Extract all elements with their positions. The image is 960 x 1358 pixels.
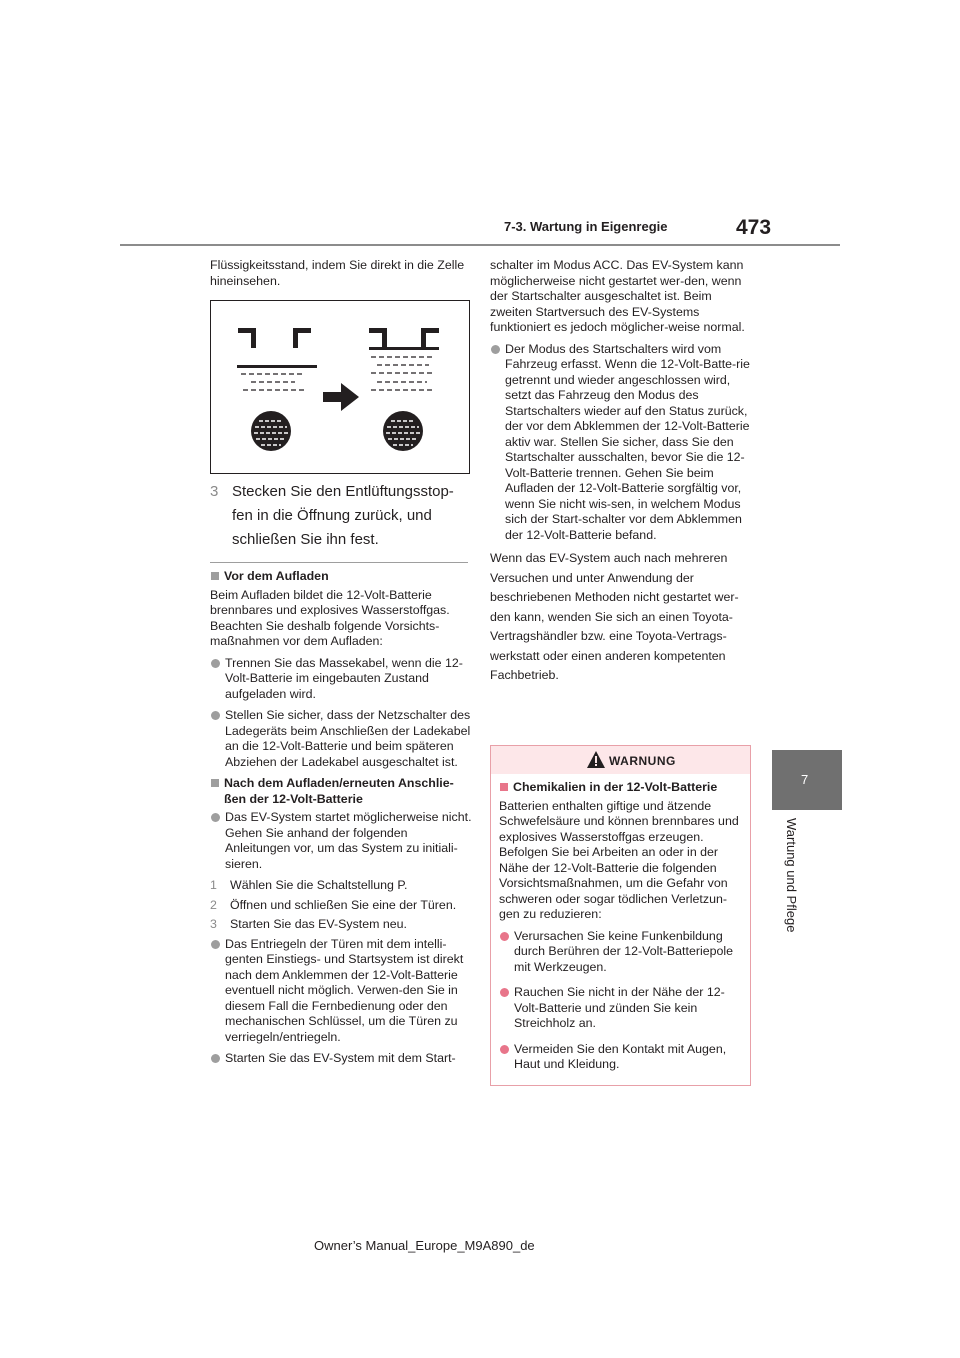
circle-bullet-icon — [500, 988, 509, 997]
square-bullet-icon — [500, 783, 508, 791]
warning-intro: Batterien enthalten giftige und ätzende Schwefelsäure und können brennbares und explosives Wasserstoffgas erzeugen. Befolgen Sie bei Arbeiten an oder in der Nähe der 12-Volt-Batterie die folgenden Vorsichtsmaßnahmen, um die Gefahr von schweren oder sogar tödlichen Verletzun-gen zu reduzieren: — [499, 798, 739, 921]
step-line: Stecken Sie den Entlüftungsstop- — [232, 483, 454, 500]
left-column-intro — [210, 258, 472, 295]
warning-title: WARNUNG — [609, 754, 676, 768]
warning-heading: Chemikalien in der 12-Volt-Batterie — [499, 780, 743, 796]
circle-bullet-icon — [211, 1054, 220, 1063]
list-item: Der Modus des Startschalters wird vom Fahrzeug erfasst. Wenn die 12-Volt-Batte-rie getrennt und wieder angeschlossen wird, setzt das Fahrzeug den Modus des Startschalters wieder auf den Status zurück, der vor dem Abklemmen der 12-Volt-Batterie aktiv war. Stellen Sie sicher, dass Sie den Startschalter ausschalten, bevor Sie die 12-Volt-Batterie trennen. Gehen Sie beim Aufladen der 12-Volt-Batterie sorgfältig vor, wenn Sie nicht wis-sen, in welchem Modus sich der Start-schalter vor dem Abklemmen der 12-Volt-Batterie befand. — [490, 342, 752, 544]
list-item: Trennen Sie das Massekabel, wenn die 12-Volt-Batterie im eingebauten Zustand aufgeladen wird. — [210, 656, 472, 703]
step-line: fen in die Öffnung zurück, und — [232, 507, 432, 524]
continued-paragraph: schalter im Modus ACC. Das EV-System kann möglicherweise nicht gestartet wer-den, wenn der Startschalter ausgeschaltet ist. Beim zweiten Startversuch des EV-Systems funktioniert es jedoch möglicher-weise normal. — [490, 258, 745, 334]
square-bullet-icon — [211, 572, 219, 580]
list-item: Stellen Sie sicher, dass der Netzschalter des Ladegeräts beim Anschließen der Ladekabel an die 12-Volt-Batterie und beim späteren Abziehen der Ladekabel ausgeschaltet ist. — [210, 708, 472, 770]
section-title: 7-3. Wartung in Eigenregie — [504, 219, 668, 234]
chapter-label-text: Wartung und Pflege — [784, 818, 799, 933]
circle-bullet-icon — [211, 659, 220, 668]
numbered-step: 2 Öffnen und schließen Sie eine der Türen. — [210, 897, 457, 912]
warning-header — [491, 746, 750, 774]
list-item: Das Entriegeln der Türen mit dem intelli-genten Einstiegs- und Startsystem ist direkt nach dem Anklemmen der 12-Volt-Batterie eventuell nicht möglich. Verwen-den Sie in diesem Fall die Fernbedienung oder den mechanischen Schlüssel, um die Türen zu verriegeln/entriegeln. — [210, 937, 472, 1046]
chapter-tab[interactable] — [772, 750, 842, 810]
list-item: Rauchen Sie nicht in der Nähe der 12-Volt-Batterie und zünden Sie kein Streichholz an. — [499, 985, 743, 1032]
circle-bullet-icon — [211, 813, 220, 822]
chapter-side-label — [784, 818, 804, 948]
numbered-step: 1 Wählen Sie die Schaltstellung P. — [210, 878, 408, 892]
warning-body — [499, 780, 743, 1079]
warning-box — [490, 745, 751, 1086]
circle-bullet-icon — [491, 345, 500, 354]
step-3-reinsert-vent-plug — [210, 480, 472, 552]
circle-bullet-icon — [500, 932, 509, 941]
step-number: 3 — [210, 483, 219, 500]
right-column — [490, 258, 752, 686]
battery-fluid-level-illustration — [210, 300, 470, 474]
circle-bullet-icon — [500, 1045, 509, 1054]
page-number: 473 — [736, 216, 772, 239]
intro-paragraph: Flüssigkeitsstand, indem Sie direkt in die Zelle hineinsehen. — [210, 258, 465, 288]
chapter-number: 7 — [801, 772, 809, 787]
heading-after-charging: Nach dem Aufladen/erneuten Anschlie-ßen der 12-Volt-Batterie — [210, 776, 472, 807]
footer-manual-id: Owner’s Manual_Europe_M9A890_de — [314, 1238, 535, 1253]
contact-dealer-paragraph: Wenn das EV-System auch nach mehreren Versuchen und unter Anwendung der beschriebenen Methoden nicht gestartet wer- den kann, wenden Sie sich an einen Toyota- Vertragshändler bzw. eine Toyota-Vertrags- werkstatt oder einen anderen kompetenten Fachbetrieb. — [490, 551, 739, 682]
fluid-level-diagram — [211, 301, 469, 473]
step-line: schließen Sie ihn fest. — [232, 531, 379, 548]
before-charging-intro: Beim Aufladen bildet die 12-Volt-Batterie brennbares und explosives Wasserstoffgas. Beachten Sie deshalb folgende Vorsichts-maßnahmen vor dem Aufladen: — [210, 587, 450, 648]
list-item: Vermeiden Sie den Kontakt mit Augen, Haut und Kleidung. — [499, 1042, 743, 1073]
circle-bullet-icon — [211, 940, 220, 949]
list-item: Starten Sie das EV-System mit dem Start- — [210, 1051, 472, 1067]
section-divider — [210, 562, 468, 563]
square-bullet-icon — [211, 779, 219, 787]
heading-before-charging: Vor dem Aufladen — [210, 569, 472, 585]
circle-bullet-icon — [211, 711, 220, 720]
warning-triangle-icon — [587, 751, 605, 768]
list-item: Das EV-System startet möglicherweise nicht. Gehen Sie anhand der folgenden Anleitungen vor, um das System zu initiali-sieren. — [210, 810, 472, 872]
list-item: Verursachen Sie keine Funkenbildung durch Berühren der 12-Volt-Batteriepole mit Werkzeugen. — [499, 929, 743, 976]
header-divider — [120, 244, 840, 246]
left-column-notes — [210, 569, 472, 1073]
numbered-step: 3 Starten Sie das EV-System neu. — [210, 917, 408, 931]
